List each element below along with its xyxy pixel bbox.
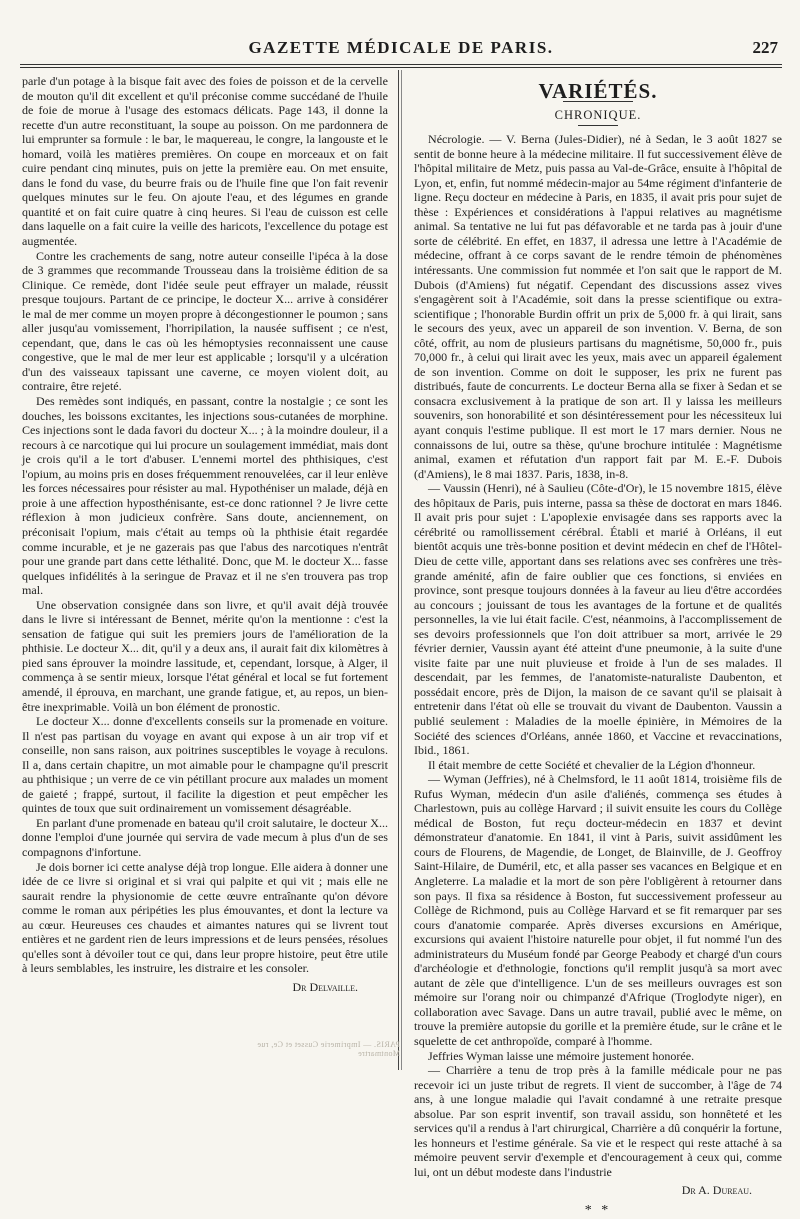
left-column	[22, 74, 388, 1029]
obituary-paragraph: — Wyman (Jeffries), né à Chelmsford, le 11 août 1814, troisième fils de Rufus Wyman, médecin d'un asile d'aliénés, commença ses études à Charlestown, puis au collège Harvard ; il suivit ensuite les cours du Collège médical de Boston, fut reçu docteur-médecin en 1837 et devint démonstrateur d'anatomie. En 1841, il vint à Paris, suivit assidûment les cours de Flourens, de Magendie, de Longet, de Blainville, de J. Geoffroy Saint-Hilaire, de Duméril, etc, et alla passer ses vacances en Belgique et en Angleterre. La maladie et la mort de son père l'obligèrent à retourner dans son pays. Il fixa sa résidence à Boston, fut successivement professeur au Collège de Richmond, puis au Collège Harvard et se fit remarquer par ses cours d'anatomie comparée. Après diverses excursions en Amérique, excursions qui avaient l'histoire naturelle pour objet, il fut nommé l'un des administrateurs du Muséum fondé par George Peabody et chargé d'un cours d'archéologie et d'ethnologie, fonctions qu'il remplit jusqu'à sa mort avec autant de zèle que d'intelligence. L'un de ses meilleurs ouvrages est son mémoire sur l'orang noir ou chimpanzé d'Afrique (Troglodyte niger), en collaboration avec Savage. Dans un autre travail, publié avec le même, on trouve la première autopsie du gorille et la première étude, sur le crâne et le squelette de cet anthropoïde, comparé à l'homme.	[414, 772, 782, 1048]
article-paragraph: Une observation consignée dans son livre, et qu'il avait déjà trouvée dans le livre si intéressant de Bennet, mérite qu'on la mentionne : c'est la sensation de fatigue qui suit les premiers jours de l'amélioration de la phthisie. Le docteur X... dit, qu'il y a deux ans, il aurait fait dix kilomètres à pied sans éprouver la moindre lassitude, et, cependant, lorsque, à Alger, il commença à se sentir mieux, lorsque l'état général et local se fut fortement amendé, il éprouva, en marchant, une grande fatigue, et, au repos, un bien-être inexprimable. Voilà un bon élément de pronostic.	[22, 597, 388, 714]
obituary-paragraph: Il était membre de cette Société et chevalier de la Légion d'honneur.	[428, 757, 756, 772]
obituary-paragraph: Nécrologie. — V. Berna (Jules-Didier), né à Sedan, le 3 août 1827 se sentit de bonne heure à la médecine militaire. Il fut successivement élève de l'hôpital militaire de Metz, puis passa au Val-de-Grâce, ensuite à l'hôpital de Lyon, et, enfin, fut nommé médecin-major au 54me régiment d'infanterie de ligne. Reçu docteur en médecine à Paris, en 1835, il avait pris pour sujet de thèse : Expériences et considérations à l'appui relatives au magnétisme animal. Sa tentative ne lui fut pas défavorable et ne tarda pas à jouir d'une sorte de célébrité. En effet, en 1837, il adressa une lettre à l'Académie de médecine, offrant à ce corps savant de le rendre témoin de phénomènes intéressants. Une commission fut nommée et l'on sait que le rapport de M. Dubois (d'Amiens) fut négatif. Cependant des discussions assez vives s'engagèrent soit à l'Académie, soit dans la presse scientifique ou extra-scientifique ; l'honorable Burdin offrit un prix de 5,000 fr. à qui lirait, sans le secours des yeux, avec un appareil de son invention. V. Berna, de son côté, offrit, au nom de plusieurs partisans du magnétisme, 50,000 fr., puis 70,000 fr., à celui qui lirait avec les yeux, mais avec un appareil également de son invention. Comme on doit le supposer, les prix ne furent pas distribués, faute de concurrents. Le docteur Berna alla se fixer à Sedan et se consacra exclusivement à la pratique de son art. Il y laissa les meilleurs souvenirs, son honorabilité et son désintéressement pour les nécessiteux lui ayant conquis l'estime publique. Il est mort le 17 mars dernier. Nous ne connaissons de lui, outre sa thèse, qu'une brochure intitulée : Magnétisme animal, examen et réfutation d'un rapport fait par M. E.-F. Dubois (d'Amiens), le 8 mai 1837. Paris, 1838, in-8.	[414, 132, 782, 481]
right-column	[414, 74, 782, 1219]
subsection-rule	[578, 125, 618, 126]
bleed-through-text: PARIS. — Imprimerie Cusset et Ce, rue Montmartre	[257, 1040, 400, 1058]
article-paragraph: Contre les crachements de sang, notre auteur conseille l'ipéca à la dose de 3 grammes que recommande Trousseau dans la troisième édition de sa Clinique. Ce remède, dont l'idée seule peut effrayer un malade, réussit presque toujours. Partant de ce principe, le docteur X... arrive à considérer le mal de mer comme un moyen propre à décongestionner le poumon ; sans aller jusqu'au vomissement, l'horripilation, la nausée suffisent ; ce n'est, cependant, que, dans le cas où les hémoptysies reconnaissent une cause congestive, que le mal de mer leur est applicable ; lorsqu'il y a ulcération d'un des vaisseaux tapissant une caverne, ce moyen violent doit, au contraire, être rejeté.	[22, 248, 388, 394]
journal-title: GAZETTE MÉDICALE DE PARIS.	[248, 38, 554, 57]
section-title: VARIÉTÉS.	[538, 79, 658, 103]
article-paragraph: Des remèdes sont indiqués, en passant, contre la nostalgie ; ce sont les douches, les boissons excitantes, les injections sous-cutanées de morphine. Ces injections sont le dada favori du docteur X... ; à la moindre douleur, il a recours à ce narcotique qui lui procure un soulagement immédiat, mais dont je crois qu'il a le tort d'abuser. L'ennemi mortel des phthisiques, c'est l'opium, au moins pris en doses fréquemment renouvelées, car il leur enlève les forces nécessaires pour résister au mal. Hypothéniser un malade, déjà en proie à une affection hyposthénisante, est-ce donc rationnel ? Je livre cette réflexion à mon judicieux confrère. Sans doute, anciennement, on préconisait l'opium, mais c'était au temps où la phthisie était regardée comme incurable, et je ne gazerais pas que l'abus des narcotiques n'entrât pour une grande part dans cette léthalité. Donc, que M. le docteur X... fasse quelques infidélités à la seringue de Pravaz et il ne s'en trouvera pas trop mal.	[22, 394, 388, 598]
section-end-stars: * *	[584, 1203, 612, 1219]
article-paragraph: Je dois borner ici cette analyse déjà trop longue. Elle aidera à donner une idée de ce livre si original et si vrai qui palpite et qui vit ; mais elle ne saurait rendre la physionomie de cette œuvre entraînante qu'on dévore comme le roman aux péripéties les plus émouvantes, et dont la lecture va au cœur. Heureuses ces chaudes et aimantes natures qui se livrent tout entières et ne gardent rien de leurs impressions et de leurs pensées, résolues qu'elles sont à dévoiler tout ce qui, dans leur propre histoire, peut être utile à leurs semblables, les instruire, les distraire et les consoler.	[22, 859, 388, 976]
article-paragraph: parle d'un potage à la bisque fait avec des foies de poisson et de la cervelle de mouton qu'il dit excellent et qu'il préconise comme succédané de l'huile de foie de morue à l'usage des estomacs délicats. Page 143, il donne la recette d'un autre reconstituant, la soupe au poisson. On me pardonnera de lui emprunter sa formule : le bar, le maquereau, le congre, la langouste et le homard, voilà les matières premières. On coupe en morceaux et on fait cuire pendant cinq minutes, puis on jette la première eau. On met ensuite, dans le fond du vase, du beurre frais ou de l'huile fine que l'on fait revenir quelques minutes sur le feu. On ajoute l'eau, et des légumes en grande quantité et on fait cuire quatre à cinq heures. Si l'eau de cuisson est celle dans laquelle on a fait cuire la veille des haricots, l'excellence du potage est augmentée.	[22, 74, 388, 249]
obituary-paragraph: — Charrière a tenu de trop près à la famille médicale pour ne pas recevoir ici un juste tribut de regrets. Il vient de succomber, à l'âge de 74 ans, à une longue maladie qui l'avait condamné à une retraite presque absolue. Par son esprit inventif, son travail assidu, son honnêteté et les services qu'il a rendus à l'art chirurgical, Charrière a dû conquérir la fortune, les honneurs et l'estime générale. Sa vie et le respect qui reste attaché à sa mémoire peuvent servir d'exemple et d'encouragement à ceux qui, comme lui, ont un début modeste dans l'industrie	[414, 1063, 782, 1179]
subsection-title: CHRONIQUE.	[554, 107, 642, 122]
article-paragraph: En parlant d'une promenade en bateau qu'il croit salutaire, le docteur X... donne l'emploi d'une journée qui servira de vade mecum à plus d'un de ses compagnons d'infortune.	[22, 815, 388, 859]
obituary-paragraph: Jeffries Wyman laisse une mémoire justement honorée.	[428, 1048, 695, 1063]
column-divider-inner	[401, 70, 402, 1070]
header-rule	[20, 64, 782, 68]
author-signature: Dr Delvaille.	[292, 979, 358, 994]
author-signature: Dr A. Dureau.	[681, 1183, 752, 1198]
obituary-paragraph: — Vaussin (Henri), né à Saulieu (Côte-d'Or), le 15 novembre 1815, élève des hôpitaux de Paris, puis interne, passa sa thèse de doctorat en mars 1846. Il avait pris pour sujet : L'apoplexie envisagée dans ses rapports avec la cérébrité ou ramollissement cérébral. Établi et marié à Orléans, il eut bientôt acquis une très-bonne position et devint médecin en chef de l'Hôtel-Dieu de cette ville, apportant dans ses relations avec ses confrères une très-grande aménité, afin de faire oublier que ces fonctions, si enviées en province, sont presque toujours données à la faveur au lieu d'être accordées au concours ; jouissant de tous les avantages de la fortune et de qualités personnelles, la vie lui était facile. C'est, néanmoins, à l'accomplissement de ses devoirs professionnels que l'on doit attribuer sa mort, arrivée le 29 février dernier, Vaussin ayant été atteint d'une pneumonie, à la suite d'une visite faite par une nuit pluvieuse et froide à l'un de ses malades. Il descendait, par les femmes, de l'anatomiste-naturaliste Daubenton, et possédait encore, près de Dijon, la maison de ce savant qu'il se plaisait à entretenir dans l'état où elle se trouvait du vivant de Daubenton. Vaussin a publié seulement : Maladies de la moelle épinière, in Mémoires de la Société des sciences d'Orléans, année 1860, et Vaccine et revaccinations, Ibid., 1861.	[414, 481, 782, 758]
page-header	[20, 38, 782, 64]
column-divider	[398, 70, 399, 1070]
article-paragraph: Le docteur X... donne d'excellents conseils sur la promenade en voiture. Il n'est pas partisan du voyage en avant qui expose à un air trop vif et conseille, non sans raison, aux poitrines susceptibles le voyage à reculons. Il a, dans certain chapitre, un mot aimable pour le champagne qu'il prescrit au phthisique ; un verre de ce vin pétillant procure aux malades un moment de gaieté ; frappé, surtout, il facilite la digestion et peut empêcher les quintes de toux que suit ordinairement un vomissement désagréable.	[22, 714, 388, 816]
page-number: 227	[752, 38, 778, 57]
